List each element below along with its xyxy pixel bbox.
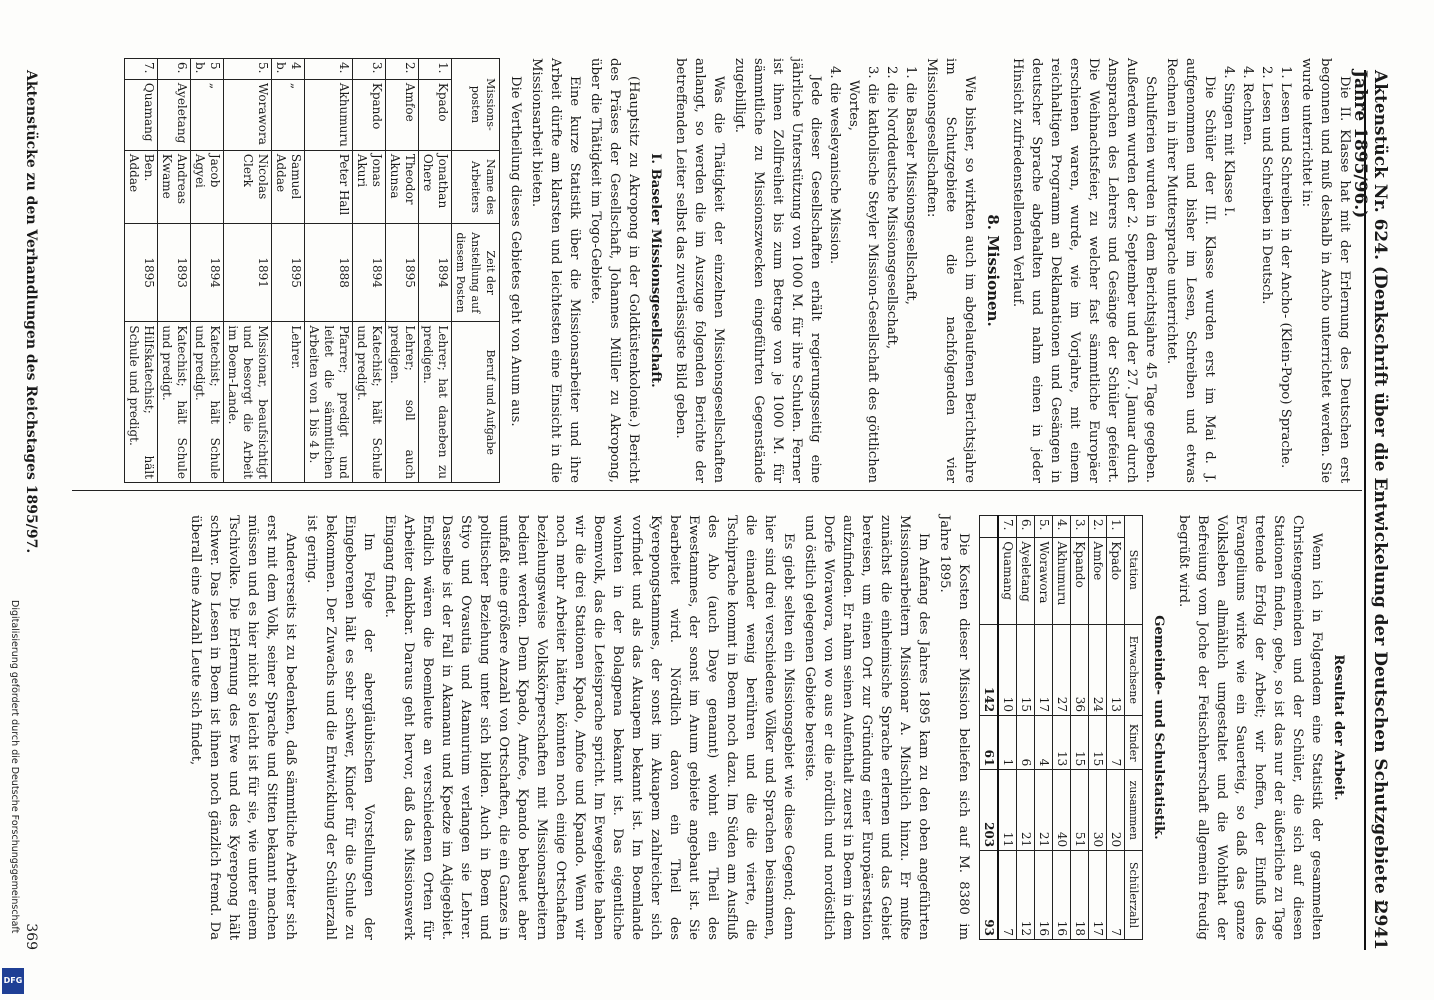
- table-row: [998, 516, 1017, 940]
- table-cell: 1895: [386, 223, 419, 321]
- table-header: zusammen: [1125, 770, 1143, 851]
- paragraph: Es giebt selten ein Missionsgebiet wie diese Gegend; denn hier sind drei verschiedene Völker und Sprachen beisammen, die einander wenig berühren und die die vierte, die Tschiprache kommt in Boem noch dazu. Im Süden am Ausfluß des Aho (auch Daye genannt) wohnt ein Theil des Ewestammes, der sonst im Anum gebiete angebaut ist. Sie bearbeitet wird. Nördlich davon ein Theil des Kyerepongstammes, der sonst im Akuapem zahlreicher sich vorfindet und als das Akuapem bekannt ist. Im Boemlande wohnten in der Bolagpena bekannt ist. Das eigentliche Boemvolk, das die Leteisprache spricht. Im Ewegebiete haben wir die drei Stationen Kpado, Amfoe und Kpando. Wenn wir noch mehr Arbeiter hätten, könnten noch einige Ortschaften beziehungsweise Volkskörperschaften mit Missionsarbeitern bedient werden. Denn Kpado, Amfoe, Kpando bebauet aber umfaßt eine größere Anzahl von Ortschaften, die ein Ganzes in politischer Beziehung unter sich bilden. Auch in Boem und Stiyo und Ovasutia und Atamurium verlangen sie Lehrer. Dasselbe ist der Fall in Akamanu und Kpedze im Adjegebiet. Endlich wären die Boemleute an verschiedenen Orten für Arbeiter dankbar. Daraus geht hervor, daß das Missionswerk Eingang findet.: [382, 515, 796, 940]
- table-cell: Jonathan Ohere: [419, 150, 452, 223]
- table-cell: Katechist; hält Schule und predigt.: [158, 322, 191, 483]
- paragraph: Die Vertheilung dieses Gebietes geht von Anum aus.: [508, 76, 523, 427]
- totals-row: [980, 516, 999, 940]
- column-divider: [72, 490, 1362, 491]
- table-cell: 1.: [419, 59, 452, 80]
- list-item: 2. die Norddeutsche Missionsgesellschaft,: [884, 66, 899, 350]
- paragraph: (Hauptsitz zu Akropong in der Goldküstenkolonie.) Bericht des Präses der Gesellschaft, Johannes Müller zu Akropong, über die Thätigkeit im Togo-Gebiete.: [588, 58, 641, 483]
- paragraph: Im Folge der abergläubischen Vorstellungen der Eingeborenen hält es sehr schwer, Kinder für die Schule zu bekommen. Der Zuwachs und die Entwicklung der Schülerzahl ist gering.: [304, 515, 376, 940]
- table-cell: 1894: [419, 223, 452, 321]
- table-cell: Samuel Addae: [272, 150, 305, 223]
- table-cell: 30: [1089, 770, 1107, 851]
- table-cell: 3.: [1071, 516, 1089, 538]
- table-cell: 27: [1053, 624, 1071, 715]
- table-cell: Nicolas Clerk: [224, 150, 272, 223]
- table-cell: Theodor Akunsa: [386, 150, 419, 223]
- table-row: [305, 59, 353, 483]
- table-cell: [980, 538, 999, 624]
- table-cell: 18: [1071, 851, 1089, 940]
- table-row: [1071, 516, 1089, 940]
- table-cell: Quamang: [998, 538, 1017, 624]
- table-cell: Lehrer; soll auch predigen.: [386, 322, 419, 483]
- table-cell: 4 b.: [272, 59, 305, 80]
- digitization-note: [8, 600, 20, 992]
- table-cell: 21: [1017, 770, 1035, 851]
- header-title: Aktenstück Nr. 624. (Denkschrift über die Entwickelung der Deutschen Schutzgebiete i. Jahre 1895/96.): [1350, 70, 1390, 913]
- table-cell: 1895: [272, 223, 305, 321]
- table-cell: 6: [1017, 716, 1035, 770]
- paragraph: Wie bisher, so wirkten auch im abgelaufenen Berichtsjahre im Schutzgebiete die nachfolgenden vier Missionsgesellschaften:: [924, 58, 977, 483]
- table-cell: 15: [1089, 716, 1107, 770]
- total-cell: 61: [980, 716, 999, 770]
- table-cell: 7.: [998, 516, 1017, 538]
- table-header: Name des Arbeiters: [452, 150, 500, 223]
- table-cell: 40: [1053, 770, 1071, 851]
- table-cell: 6.: [158, 59, 191, 80]
- table-cell: 7: [998, 851, 1017, 940]
- table-row: [125, 59, 158, 483]
- list-item: 4. Rechnen.: [1240, 66, 1255, 146]
- table-row: [191, 59, 224, 483]
- table-cell: Kpando: [353, 79, 386, 150]
- table-row: [224, 59, 272, 483]
- table-cell: Kpado: [1107, 538, 1125, 624]
- table-row: [1089, 516, 1107, 940]
- table-title: Gemeinde- und Schulstatistik.: [1151, 615, 1166, 840]
- table-cell: Amfoe: [386, 79, 419, 150]
- table-cell: 15: [1071, 716, 1089, 770]
- table-cell: Kpando: [1071, 538, 1089, 624]
- total-cell: 93: [980, 851, 999, 940]
- table-header: Kinder: [1125, 716, 1143, 770]
- table-row: [1107, 516, 1125, 940]
- table-cell: Jacob Agyei: [191, 150, 224, 223]
- page-footer: [23, 70, 39, 950]
- table-cell: 1895: [125, 223, 158, 321]
- table-row: [1035, 516, 1053, 940]
- table-cell: 1: [998, 716, 1017, 770]
- paragraph: Eine kurze Statistik über die Missionsarbeiter und ihre Arbeit dürfte am klarsten und leichtesten eine Einsicht in die Missionsarbeit bieten.: [529, 58, 582, 483]
- table-cell: Hilfskatechist; hält Schule und predigt.: [125, 322, 158, 483]
- table-cell: 4.: [305, 59, 353, 80]
- table-cell: 12: [1017, 851, 1035, 940]
- table-row: [353, 59, 386, 483]
- table-cell: Missionar, beaufsichtigt und besorgt die Arbeit im Boem-Lande.: [224, 322, 272, 483]
- table-header: Missions-posten: [452, 59, 500, 151]
- table-cell: 1893: [158, 223, 191, 321]
- table-row: [386, 59, 419, 483]
- table-cell: 6.: [1017, 516, 1035, 538]
- total-cell: 203: [980, 770, 999, 851]
- paragraph: Was die Thätigkeit der einzelnen Missionsgesellschaften anlangt, so werden die im Auszuge folgenden Berichte der betreffenden Leiter selbst das zuverlässigste Bild geben.: [673, 58, 726, 483]
- table-cell: Quamang: [125, 79, 158, 150]
- table-header: Zeit der Anstellung auf diesem Posten: [452, 223, 500, 321]
- paragraph: Im Anfang des Jahres 1895 kam zu den oben angeführten Missionsarbeitern Missionar A. Mischlich hinzu. Er mußte zunächst die einheimische Sprache erlernen und das Gebiet bereisen, um einen Ort zur Gründung einer Europäerstation aufzufinden. Er nahm seinen Aufenthalt zuerst in Boem in dem Dorfe Worawora, von wo aus er die nördlich und nordöstlich und östlich gelegenen Gebiete bereiste.: [802, 515, 931, 940]
- table-header: Schülerzahl: [1125, 851, 1143, 940]
- table-cell: 1.: [1107, 516, 1125, 538]
- table-cell: 2.: [1089, 516, 1107, 538]
- footer-page-number: 369: [23, 923, 39, 950]
- table-cell: Peter Hall: [305, 150, 353, 223]
- table-cell: Pfarrer; predigt und leitet die sämmtlichen Arbeiten von 1 bis 4 b.: [305, 322, 353, 483]
- table-cell: Akhumuru: [305, 79, 353, 150]
- table-cell: Ayeletang: [158, 79, 191, 150]
- digitization-note-text: Digitalisierung gefördert durch die Deutsche Forschungsgemeinschaft: [9, 600, 20, 934]
- section-heading: 8. Missionen.: [984, 214, 1002, 327]
- page-header: [1350, 70, 1392, 950]
- table-cell: 7: [1107, 716, 1125, 770]
- table-cell: 36: [1071, 624, 1089, 715]
- table-row: [1017, 516, 1035, 940]
- table-row: [419, 59, 452, 483]
- section-heading: Resultat der Arbeit.: [1331, 654, 1346, 801]
- table-cell: Worawora: [1035, 538, 1053, 624]
- table-cell: 4.: [1053, 516, 1071, 538]
- table-cell: 21: [1035, 770, 1053, 851]
- table-cell: 3.: [353, 59, 386, 80]
- table-header: Erwachsene: [1125, 624, 1143, 715]
- table-cell: 13: [1107, 624, 1125, 715]
- table-cell: 1891: [224, 223, 272, 321]
- table-cell: Andreas Kwame: [158, 150, 191, 223]
- paragraph: Die Schüler der III. Klasse wurden erst im Mai d. J. aufgenommen und bisher im Lesen, Schreiben und etwas Rechnen in ihrer Muttersprache unterrichtet.: [1164, 58, 1217, 483]
- table-cell: Kpado: [419, 79, 452, 150]
- table-cell: 2.: [386, 59, 419, 80]
- table-row: [158, 59, 191, 483]
- table-cell: Lehrer; hat daneben zu predigen.: [419, 322, 452, 483]
- list-item: 2. Lesen und Schreiben in Deutsch.: [1259, 66, 1274, 305]
- table-cell: 5.: [1035, 516, 1053, 538]
- table-cell: 7.: [125, 59, 158, 80]
- table-cell: Worawora: [224, 79, 272, 150]
- table-cell: 20: [1107, 770, 1125, 851]
- table-cell: Katechist; hält Schule und predigt.: [353, 322, 386, 483]
- table-cell: 4: [1035, 716, 1053, 770]
- table-cell: 10: [998, 624, 1017, 715]
- table-cell: 1894: [353, 223, 386, 321]
- table-cell: Katechist; hält Schule und predigt.: [191, 322, 224, 483]
- paragraph: Schulferien wurden in dem Berichtsjahre 45 Tage gegeben. Außerdem wurden der 2. September und der 27. Januar durch Ansprachen des Lehrers und Gesänge der Schüler gefeiert. Die Weihnachtsfeier, zu welcher fast sämmtliche Europäer erschienen waren, wurde, wie im Vorjahre, mit einem reichhaltigen Programm an Deklamationen und Gesängen in deutscher Sprache abgehalten und nahm einen in jeder Hinsicht zufriedenstellenden Verlauf.: [1010, 58, 1158, 483]
- table-header: Beruf und Aufgabe: [452, 322, 500, 483]
- dfg-logo: DFG: [2, 968, 24, 994]
- table-cell: 17: [1089, 851, 1107, 940]
- list-item: 3. die katholische Steyler Mission-Gesellschaft des göttlichen Wortes,: [846, 66, 880, 483]
- table-cell: Lehrer.: [272, 322, 305, 483]
- table-cell: 5.: [224, 59, 272, 80]
- paragraph: Jede dieser Gesellschaften erhält regierungsseitig eine jährliche Unterstützung von 1000 M. für ihre Schulen. Ferner ist ihnen Zollfreiheit bis zum Betrage von je 1000 M. für sämmtliche zu Missionszwecken eingeführten Gegenstände zugebilligt.: [732, 58, 823, 483]
- right-column: [184, 515, 1354, 940]
- table-cell: Akhumuru: [1053, 538, 1071, 624]
- table-cell: 51: [1071, 770, 1089, 851]
- table-cell: 1888: [305, 223, 353, 321]
- statistics-table: [979, 515, 1143, 940]
- list-item: 1. Lesen und Schreiben in der Ancho- (Klein-Popo) Sprache.: [1278, 66, 1293, 469]
- list-item: 4. die wesleyanische Mission.: [827, 66, 842, 265]
- table-row: [272, 59, 305, 483]
- paragraph: Die II. Klasse hat mit der Erlernung des Deutschen erst begonnen und muß deshalb in Ancho unterrichtet werden. Sie wurde unterrichtet in:: [1299, 58, 1352, 483]
- table-cell: 13: [1053, 716, 1071, 770]
- total-cell: 142: [980, 624, 999, 715]
- table-cell: 24: [1089, 624, 1107, 715]
- table-cell: 17: [1035, 624, 1053, 715]
- table-cell: Ayeletang: [1017, 538, 1035, 624]
- table-cell: 16: [1053, 851, 1071, 940]
- table-cell: 11: [998, 770, 1017, 851]
- workers-table: [124, 58, 500, 483]
- table-cell: 1894: [191, 223, 224, 321]
- table-header: Station: [1125, 516, 1143, 625]
- table-cell: Ben. Addae: [125, 150, 158, 223]
- table-cell: 16: [1035, 851, 1053, 940]
- left-column: [118, 58, 1354, 483]
- table-cell: 5 b.: [191, 59, 224, 80]
- table-cell: Amfoe: [1089, 538, 1107, 624]
- footer-title: Aktenstücke zu den Verhandlungen des Reichstages 1895/97.: [23, 70, 39, 554]
- table-cell: 15: [1017, 624, 1035, 715]
- table-cell: 7: [1107, 851, 1125, 940]
- table-cell: „: [191, 79, 224, 150]
- paragraph: Die Kosten dieser Mission beliefen sich auf M. 8380 im Jahre 1895.: [937, 515, 971, 940]
- list-item: 1. die Baseler Missionsgesellschaft,: [903, 66, 918, 305]
- table-cell: „: [272, 79, 305, 150]
- paragraph: Andererseits ist zu bedenken, daß sämmtliche Arbeiter sich erst mit dem Volk, seiner Sprache und Sitten bekannt machen müssen und es hier nicht so leicht ist für sie, wie unter einem Tschivolke. Die Erlernung des Ewe und des Kyerepong hält schwer. Das Lesen in Boem ist ihnen noch gänzlich fremd. Da überall eine Anzahl Leute sich findet,: [188, 515, 298, 940]
- table-row: [1053, 516, 1071, 940]
- paragraph: Wenn ich in Folgendem eine Statistik der gesammelten Christengemeinden und der Schüler, die sich auf diesen Stationen finden, gebe, so ist das nur der äußerliche zu Tage tretende Erfolg der Arbeit; wir hoffen, der Einfluß des Evangeliums wirke wie ein Sauerteig, so daß das ganze Volksleben allmählich umgestaltet und die Wohlthat der Befreiung vom Joche der Fetischherrschaft allgemein freudig begrüßt wird.: [1176, 515, 1324, 940]
- subsection-heading: I. Baseler Missionsgesellschaft.: [648, 153, 663, 388]
- list-item: 4. Singen mit Klasse I.: [1221, 66, 1236, 217]
- table-cell: [980, 516, 999, 538]
- page-number: 2941: [1370, 902, 1390, 950]
- table-cell: Jonas Akuri: [353, 150, 386, 223]
